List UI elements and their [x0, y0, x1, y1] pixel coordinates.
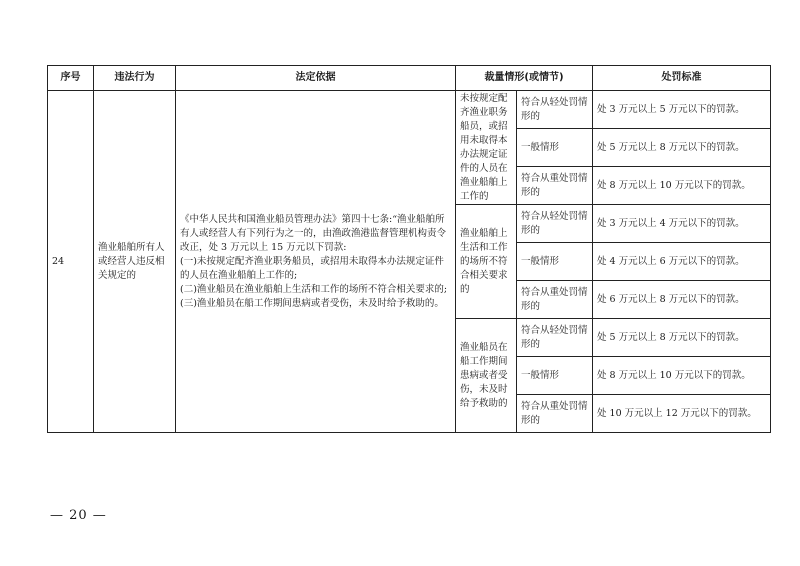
penalty-standard-cell: 处 8 万元以上 10 万元以下的罚款。 — [593, 167, 771, 205]
penalty-standard-cell: 处 3 万元以上 5 万元以下的罚款。 — [593, 91, 771, 129]
circumstance-cell: 未按规定配齐渔业职务船员，或招用未取得本办法规定证件的人员在渔业船舶上工作的 — [456, 91, 517, 205]
header-row — [48, 66, 771, 91]
page-number: — 20 — — [50, 508, 107, 523]
header-legal-basis: 法定依据 — [176, 66, 456, 91]
penalty-standard-cell: 处 10 万元以上 12 万元以下的罚款。 — [593, 395, 771, 433]
legal-basis-cell — [176, 91, 456, 433]
penalty-standard-cell: 处 3 万元以上 4 万元以下的罚款。 — [593, 205, 771, 243]
circumstance-cell: 渔业船员在船工作期间患病或者受伤，未及时给予救助的 — [456, 319, 517, 433]
penalty-standard-cell: 处 5 万元以上 8 万元以下的罚款。 — [593, 129, 771, 167]
legal-basis-line: 《中华人民共和国渔业船员管理办法》第四十七条:“渔业船舶所有人或经营人有下列行为之一的，由渔政渔港监督管理机构责令改正，处 3 万元以上 15 万元以下罚款: — [180, 213, 447, 253]
legal-basis-line: (二)渔业船员在渔业船舶上生活和工作的场所不符合相关要求的; — [180, 283, 448, 295]
penalty-table — [47, 65, 771, 433]
penalty-standard-cell: 处 6 万元以上 8 万元以下的罚款。 — [593, 281, 771, 319]
severity-cell: 一般情形 — [517, 129, 593, 167]
severity-cell: 符合从重处罚情形的 — [517, 167, 593, 205]
severity-cell: 一般情形 — [517, 357, 593, 395]
header-penalty-standard: 处罚标准 — [593, 66, 771, 91]
penalty-standard-cell: 处 8 万元以上 10 万元以下的罚款。 — [593, 357, 771, 395]
severity-cell: 符合从轻处罚情形的 — [517, 319, 593, 357]
legal-basis-line: (一)未按规定配齐渔业职务船员，或招用未取得本办法规定证件的人员在渔业船舶上工作的; — [180, 255, 444, 281]
header-violation: 违法行为 — [94, 66, 176, 91]
header-circumstance: 裁量情形(或情节) — [456, 66, 593, 91]
table-row — [48, 91, 771, 129]
severity-cell: 一般情形 — [517, 243, 593, 281]
circumstance-cell: 渔业船舶上生活和工作的场所不符合相关要求的 — [456, 205, 517, 319]
row-number: 24 — [48, 91, 94, 433]
severity-cell: 符合从轻处罚情形的 — [517, 205, 593, 243]
penalty-standard-cell: 处 5 万元以上 8 万元以下的罚款。 — [593, 319, 771, 357]
severity-cell: 符合从重处罚情形的 — [517, 395, 593, 433]
severity-cell: 符合从重处罚情形的 — [517, 281, 593, 319]
violation-cell: 渔业船舶所有人或经营人违反相关规定的 — [94, 91, 176, 433]
header-number: 序号 — [48, 66, 94, 91]
penalty-standard-cell: 处 4 万元以上 6 万元以下的罚款。 — [593, 243, 771, 281]
legal-basis-line: (三)渔业船员在船工作期间患病或者受伤，未及时给予救助的。 — [180, 297, 444, 309]
severity-cell: 符合从轻处罚情形的 — [517, 91, 593, 129]
